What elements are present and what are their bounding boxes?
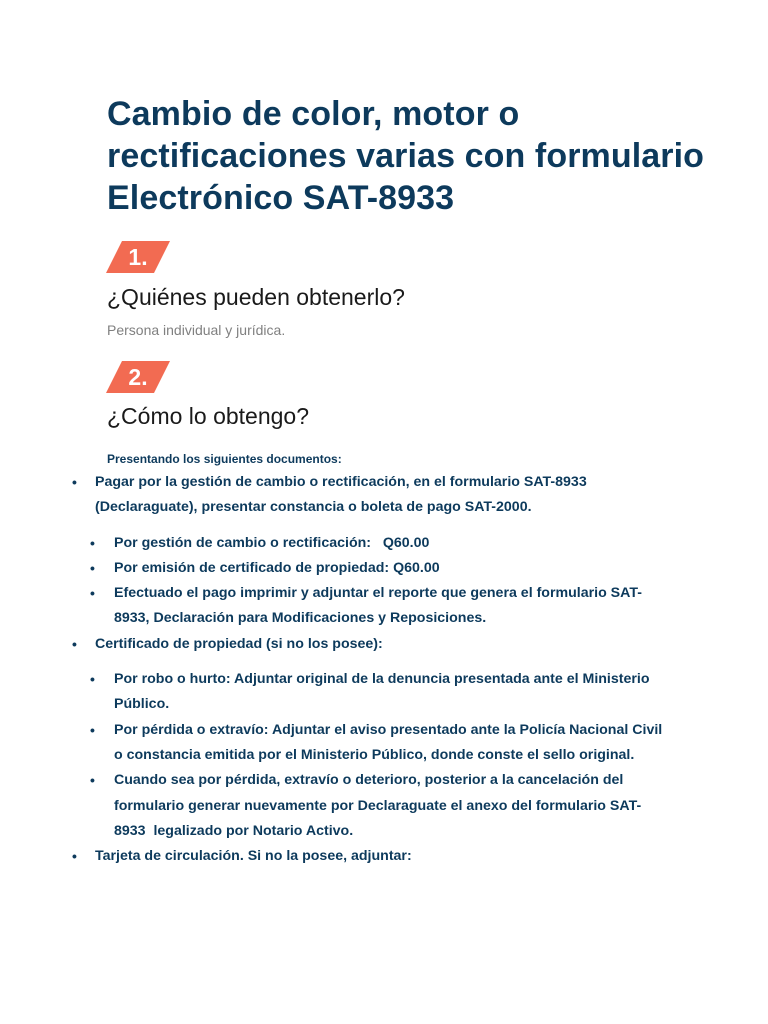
list-item-text: Por pérdida o extravío: Adjuntar el aviso presentado ante la Policía Nacional Civil o constancia emitida por el Ministerio Público, donde conste el sello original. (114, 721, 663, 763)
list-item-text: Certificado de propiedad (si no los posee): (95, 635, 383, 652)
bullet-icon: • (90, 534, 95, 551)
bullet-icon: • (90, 559, 95, 576)
bullet-icon: • (90, 585, 95, 602)
list-item (0, 556, 670, 581)
list-item (0, 667, 670, 718)
list-item-text: Cuando sea por pérdida, extravío o deterioro, posterior a la cancelación del formulario generar nuevamente por Declaraguate el anexo del formulario SAT-8933 legalizado por Notario Activo. (114, 772, 642, 839)
bullet-icon: • (90, 772, 95, 789)
step-1-answer: Persona individual y jurídica. (107, 322, 286, 338)
bullet-icon: • (72, 848, 77, 865)
requirements-list (0, 470, 768, 869)
list-item-text: Efectuado el pago imprimir y adjuntar el reporte que genera el formulario SAT-8933, Declaración para Modificaciones y Reposiciones. (114, 585, 642, 627)
list-item (0, 581, 670, 632)
list-item (0, 844, 635, 869)
step-1-badge (106, 241, 170, 273)
list-item (0, 632, 635, 657)
documents-intro: Presentando los siguientes documentos: (107, 452, 342, 466)
list-item (0, 531, 670, 556)
list-item (0, 768, 670, 844)
step-2-badge (106, 361, 170, 393)
list-item-text: Pagar por la gestión de cambio o rectificación, en el formulario SAT-8933 (Declaraguate), presentar constancia o boleta de pago SAT-2000. (95, 474, 587, 516)
step-2-number: 2. (128, 364, 148, 390)
bullet-icon: • (72, 474, 77, 490)
step-1-number: 1. (128, 244, 148, 270)
bullet-icon: • (90, 671, 95, 688)
bullet-icon: • (72, 635, 77, 652)
list-item-text: Por emisión de certificado de propiedad: Q60.00 (114, 559, 440, 576)
list-item (0, 718, 670, 769)
list-item-text: Por gestión de cambio o rectificación: Q60.00 (114, 534, 430, 551)
step-1-question: ¿Quiénes pueden obtenerlo? (107, 284, 405, 310)
bullet-icon: • (90, 721, 95, 738)
step-2-question: ¿Cómo lo obtengo? (107, 403, 310, 429)
list-item (0, 470, 635, 521)
list-item-text: Por robo o hurto: Adjuntar original de la denuncia presentada ante el Ministerio Público. (114, 671, 650, 713)
page-title: Cambio de color, motor o rectificaciones varias con formulario Electrónico SAT-8933 (107, 95, 705, 217)
list-item-text: Tarjeta de circulación. Si no la posee, adjuntar: (95, 848, 412, 865)
